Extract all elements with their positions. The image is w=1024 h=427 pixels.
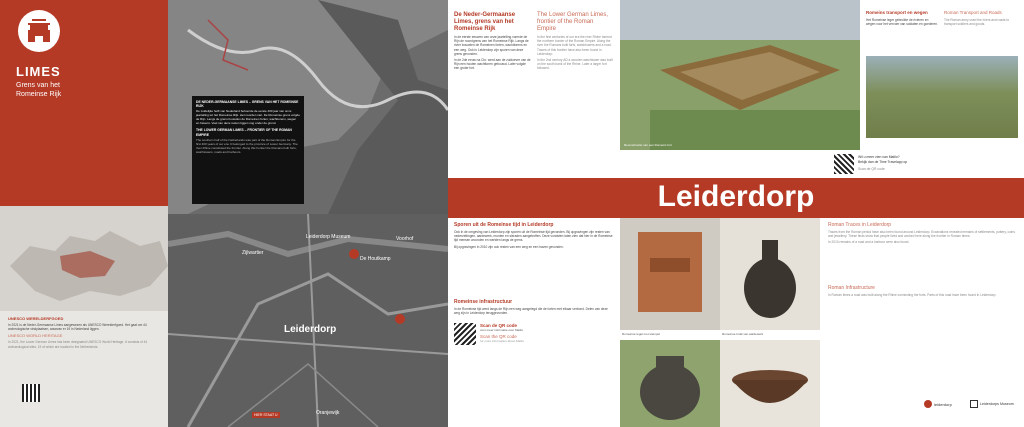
qr-code-matilo[interactable] xyxy=(454,323,476,345)
finds-panel xyxy=(620,218,820,427)
leiderdorp-local-map xyxy=(168,214,448,427)
transport-heading-en: Roman Transport and Roads xyxy=(944,10,1002,15)
map-label-west: Zijlwartier xyxy=(242,250,264,256)
limes-overview-map xyxy=(168,0,448,214)
local-map-svg xyxy=(168,214,448,427)
photo-jar xyxy=(620,340,720,427)
traces-heading-en: Roman Traces in Leiderdorp xyxy=(828,222,892,228)
museum-logo-icon xyxy=(970,400,978,408)
unesco-panel xyxy=(0,206,168,427)
photo-jug xyxy=(720,218,820,330)
traces-body2-en: In 2010 remains of a road and a harbour were also found. xyxy=(828,240,910,245)
unesco-text-en: In 2021, the Lower German Limes has been designated UNESCO World Heritage. It consists of 44 archaeological sites, 19 of which are located in the Netherlands. xyxy=(8,340,148,349)
intro-heading-en: THE LOWER GERMAN LIMES – FRONTIER OF THE ROMAN EMPIRE xyxy=(196,128,292,137)
map-label-south: Oranjewijk xyxy=(316,410,340,416)
map-label-east: Voorhof xyxy=(396,236,414,242)
qr-line-3: Scan de QR code xyxy=(858,167,885,171)
photo-tile xyxy=(620,218,720,330)
transport-panel xyxy=(860,0,1024,150)
photo-caption: Reconstructie van een Romeins fort xyxy=(624,143,672,147)
leiderdorp-logo xyxy=(924,400,952,408)
map-label-center: Leiderdorp xyxy=(284,324,337,335)
traces-heading-nl: Sporen uit de Romeinse tijd in Leiderdorp xyxy=(454,222,554,228)
qr-code-app[interactable] xyxy=(834,154,854,174)
scan-sub-en: for more information about Matilo xyxy=(480,339,525,344)
caption-jug: Romeinse kruik van aardewerk xyxy=(722,332,764,336)
limes-body-nl: In de eerste eeuwen van onze jaartelling vormde de Rijn de noordgrens van het Romeinse Rijk. Langs de rivier bouwden de Romeinen forten, wachttorens en een weg. Ook in Leiderdorp zijn sporen van deze grens gevonden. xyxy=(454,35,529,56)
traces-body-en: Traces from the Roman period have also been found around Leiderdorp. Excavations revealed remains of settlements, pottery, coins and jewellery. These finds show that people lived and worked here along the frontier in Roman times. xyxy=(828,230,1015,239)
limes-heading-nl: De Neder-Germaanse Limes, grens van het Romeinse Rijk xyxy=(454,12,516,32)
leiderdorp-logo-text: leiderdorp xyxy=(934,401,952,407)
intro-text-nl: De zuidelijke helft van Nederland behoorde de eerste 400 jaar van onze jaartelling tot het Romeinse Rijk. Het noorden niet. De Romeinse grens volgde de Rijn. Langs de grens bouwden de Romeinen forten, wachttorens, wegen en havens. Veel van deze resten liggen nog onder de grond. xyxy=(196,109,300,126)
qr-info-strip xyxy=(620,150,1024,178)
infra-body-nl: In de Romeinse tijd werd langs de Rijn een weg aangelegd die de forten met elkaar verbond. Delen van deze weg zijn in Leiderdorp teruggevonden. xyxy=(454,306,608,316)
title-band xyxy=(448,178,1024,218)
road-photo xyxy=(866,56,1018,138)
photo-bowl xyxy=(720,340,820,427)
english-traces-panel xyxy=(820,218,1024,427)
limes-logo-panel xyxy=(0,0,168,206)
qr-code-unesco[interactable] xyxy=(22,384,40,402)
intro-box xyxy=(192,96,304,204)
scan-label-nl: Scan de QR code xyxy=(480,323,518,329)
unesco-heading-nl: UNESCO WERELDERFGOED xyxy=(8,316,64,321)
scan-sub-nl: voor meer informatie over Matilo xyxy=(480,328,524,333)
transport-body-en: The Roman army used the rivers and roads to transport soldiers and goods. xyxy=(944,17,1010,26)
unesco-text-nl: In 2021 is de Neder-Germaanse Limes aangewezen als UNESCO Werelderfgoed. Het gaat om 44 archeologische vindplaatsen, waarvan er 19 in Nederland liggen. xyxy=(8,323,147,332)
intro-text-panel xyxy=(448,0,620,178)
traces-body-nl: Ook in de omgeving van Leiderdorp zijn sporen uit de Romeinse tijd gevonden. Bij opgravingen zijn resten van nederzettingen, aardewerk, munten en sieraden aangetroffen. Deze vondsten laten zien dat hier in de Romeinse tijd mensen woonden en werkten langs de grens. xyxy=(454,230,613,243)
caption-tile: Romeinse tegel met stempel xyxy=(622,332,661,336)
fort-logo-icon xyxy=(18,10,60,52)
museum-logo xyxy=(970,400,1014,408)
unesco-heading-en: UNESCO WORLD HERITAGE xyxy=(8,333,63,339)
limes-body2-nl: In de 2de eeuw na Chr. werd aan de zuidoever van de Rijn een houten wachttoren gebouwd. Later volgde een groter fort. xyxy=(454,58,531,71)
fort-reconstruction-photo xyxy=(620,0,860,150)
infra-heading-en: Roman Infrastructure xyxy=(828,284,875,291)
intro-text-en: The southern half of the Netherlands was part of the Roman Empire for the first 400 years of our era. It belonged to the province of Lower Germany. The river Rhine constituted the frontier. Along this frontier the Romans built forts, watchtowers, roads and harbours. xyxy=(196,137,298,154)
page-title: Leiderdorp xyxy=(657,180,815,213)
europe-map xyxy=(0,206,168,311)
traces-body2-nl: Bij opgravingen in 2010 zijn ook resten van een weg en een haven gevonden. xyxy=(454,244,564,249)
map-label-park: De Houtkamp xyxy=(360,256,391,262)
traces-text-panel xyxy=(448,218,620,427)
museum-logo-text: Leiderdorps Museum xyxy=(980,402,1014,406)
transport-heading-nl: Romeins transport en wegen xyxy=(866,10,928,15)
logo-title: LIMES xyxy=(16,64,61,79)
limes-heading-en: The Lower German Limes, frontier of the Roman Empire xyxy=(537,12,609,32)
leiderdorp-logo-icon xyxy=(924,400,932,408)
limes-body-en: In the first centuries of our era the river Rhine formed the northern border of the Roman Empire. Along the river the Romans built forts, watchtowers and a road. Traces of this frontier have also been found in Leiderdorp. xyxy=(537,35,612,56)
logo-subtitle-1: Grens van het xyxy=(16,82,60,89)
logo-subtitle-2: Romeinse Rijk xyxy=(16,91,62,98)
intro-heading-nl: DE NEDER-GERMAANSE LIMES – GRENS VAN HET ROMEINSE RIJK xyxy=(196,100,299,109)
qr-line-1: Wil u meer zien van Matilo? xyxy=(858,155,900,159)
infra-heading-nl: Romeinse infrastructuur xyxy=(454,298,513,305)
limes-body2-en: In the 2nd century AD a wooden watchtower was built on the south bank of the Rhine. Later a larger fort followed. xyxy=(537,58,613,71)
you-are-here-marker: HIER STAAT U xyxy=(254,413,278,417)
qr-line-2: Bekijk dan de Time Travelapp op xyxy=(858,160,908,164)
infra-body-en: In Roman times a road was built along the Rhine connecting the forts. Parts of this road have been found in Leiderdorp. xyxy=(828,292,997,297)
scan-label-en: Scan the QR code xyxy=(480,334,517,340)
map-label-museum: Leiderdorp Museum xyxy=(306,234,351,240)
transport-body-nl: Het Romeinse leger gebruikte de rivieren en wegen voor het vervoer van soldaten en goederen. xyxy=(866,17,938,26)
